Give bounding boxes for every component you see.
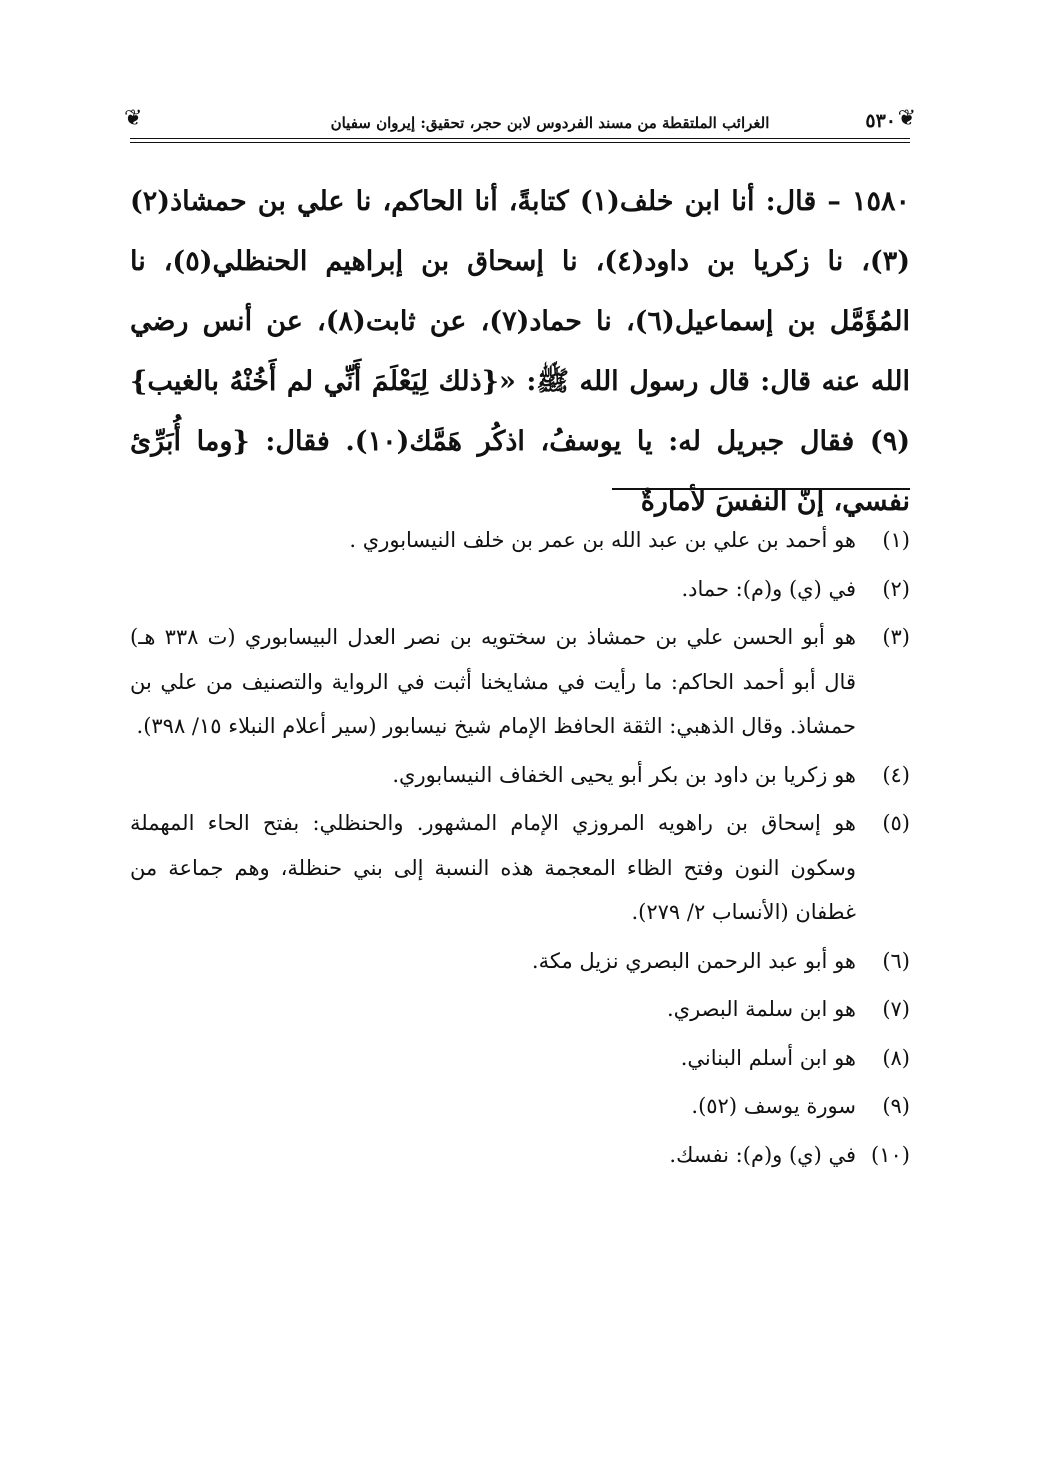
- footnote-7: [130, 987, 910, 1032]
- page-number: ٥٣٠: [865, 110, 896, 132]
- footnote-3: [130, 615, 910, 749]
- footnote-text: هو أبو عبد الرحمن البصري نزيل مكة.: [531, 948, 856, 973]
- footnote-number: (٦): [882, 948, 910, 973]
- footnote-number: (٨): [882, 1045, 910, 1070]
- footnote-number: (٣): [882, 625, 910, 649]
- footnote-number: (١٠): [871, 1142, 910, 1167]
- footnote-number: (٥): [882, 811, 910, 835]
- hadith-text: [130, 172, 910, 532]
- running-header: [124, 100, 916, 144]
- footnote-number: (٧): [882, 997, 910, 1021]
- footnote-5: [130, 801, 910, 935]
- footnote-text: هو زكريا بن داود بن بكر أبو يحيى الخفاف النيسابوري.: [392, 762, 856, 787]
- footnotes-list: [130, 518, 910, 1181]
- footnote-1: [130, 518, 910, 563]
- footnote-6: [130, 939, 910, 984]
- footnote-8: [130, 1036, 910, 1081]
- header-rule-secondary: [130, 142, 910, 143]
- footnote-text: هو إسحاق بن راهويه المروزي الإمام المشهور. والحنظلي: بفتح الحاء المهملة وسكون النون وفتح الظاء المعجمة هذه النسبة إلى بني حنظلة، وهم جماعة من غطفان (الأنساب ٢/ ٢٧٩).: [130, 811, 856, 924]
- footnote-text: هو أبو الحسن علي بن حمشاذ بن سختويه بن نصر العدل البيسابوري (ت ٣٣٨ هـ) قال أبو أحمد الحاكم: ما رأيت في مشايخنا أثبت في الرواية والتصنيف من علي بن حمشاذ. وقال الذهبي: الثقة الحافظ الإمام شيخ نيسابور (سير أعلام النبلاء ١٥/ ٣٩٨).: [130, 625, 856, 738]
- hadith-paragraph: ١٥٨٠ – قال: أنا ابن خلف(١) كتابةً، أنا الحاكم، نا علي بن حمشاذ(٢)(٣)، نا زكريا بن داود(٤)، نا إسحاق بن إبراهيم الحنظلي(٥)، نا المُؤَمَّل بن إسماعيل(٦)، نا حماد(٧)، عن ثابت(٨)، عن أنس رضي الله عنه قال: قال رسول الله ﷺ: «{ذلك لِيَعْلَمَ أَنِّي لم أَخُنْهُ بالغيب}(٩) فقال جبريل له: يا يوسفُ، اذكُر هَمَّك(١٠). فقال: {وما أُبَرِّئ نفسي، إنّ النفسَ لأمارةٌ: [130, 186, 911, 517]
- footnote-4: [130, 753, 910, 798]
- footnote-2: [130, 567, 910, 612]
- running-title: الغرائب الملتقطة من مسند الفردوس لابن حجر، تحقيق: إيروان سفيان: [330, 114, 770, 132]
- header-ornament-left-icon: ❦: [124, 106, 143, 131]
- header-rule: [130, 138, 910, 139]
- footnote-text: هو ابن سلمة البصري.: [666, 997, 856, 1021]
- footnote-number: (١): [882, 528, 910, 552]
- footnote-number: (٢): [882, 576, 910, 601]
- footnote-number: (٩): [882, 1094, 910, 1118]
- footnote-text: سورة يوسف (٥٢).: [691, 1094, 856, 1118]
- footnote-text: هو أحمد بن علي بن عبد الله بن عمر بن خلف النيسابوري .: [349, 528, 856, 552]
- footnote-10: [130, 1133, 910, 1178]
- footnote-9: [130, 1084, 910, 1129]
- footnote-text: في (ي) و(م): حماد.: [681, 576, 856, 601]
- footnote-text: هو ابن أسلم البناني.: [680, 1045, 856, 1070]
- header-ornament-right-icon: ❦: [897, 106, 916, 131]
- footnote-text: في (ي) و(م): نفسك.: [669, 1142, 856, 1167]
- footnote-separator: [612, 488, 910, 490]
- footnote-number: (٤): [882, 762, 910, 787]
